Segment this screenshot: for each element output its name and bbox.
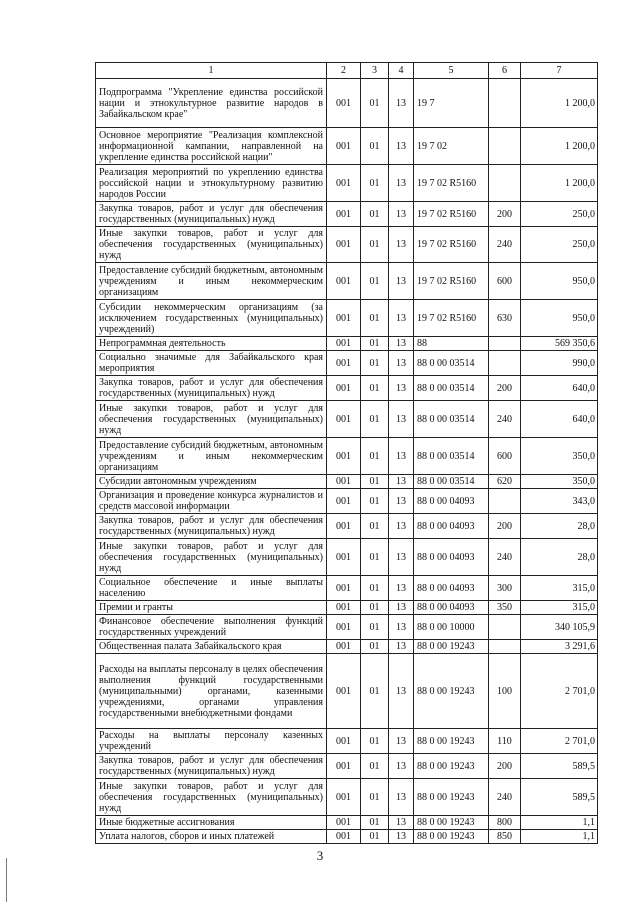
table-row xyxy=(96,654,598,729)
row-expense-type: 850 xyxy=(489,830,521,844)
row-subsection: 13 xyxy=(389,816,414,830)
row-name: Социальное обеспечение и иные выплаты населению xyxy=(96,576,327,601)
row-section: 01 xyxy=(361,202,389,227)
row-target-article: 88 0 00 04093 xyxy=(414,539,489,576)
row-ministry-code: 001 xyxy=(327,376,361,401)
row-section: 01 xyxy=(361,128,389,165)
row-section: 01 xyxy=(361,514,389,539)
table-row xyxy=(96,376,598,401)
budget-table-body xyxy=(96,63,598,844)
row-section: 01 xyxy=(361,539,389,576)
row-name: Закупка товаров, работ и услуг для обеспечения государственных (муниципальных) нужд xyxy=(96,754,327,779)
row-amount: 640,0 xyxy=(521,376,598,401)
header-cell-4: 4 xyxy=(389,63,414,79)
row-section: 01 xyxy=(361,640,389,654)
row-ministry-code: 001 xyxy=(327,351,361,376)
row-name: Закупка товаров, работ и услуг для обеспечения государственных (муниципальных) нужд xyxy=(96,202,327,227)
table-row xyxy=(96,401,598,438)
row-expense-type: 240 xyxy=(489,779,521,816)
row-expense-type: 600 xyxy=(489,438,521,475)
row-name: Расходы на выплаты персоналу казенных учреждений xyxy=(96,729,327,754)
table-row xyxy=(96,729,598,754)
header-row xyxy=(96,63,598,79)
row-target-article: 88 0 00 03514 xyxy=(414,401,489,438)
row-ministry-code: 001 xyxy=(327,401,361,438)
row-subsection: 13 xyxy=(389,539,414,576)
table-row xyxy=(96,165,598,202)
row-section: 01 xyxy=(361,351,389,376)
row-section: 01 xyxy=(361,754,389,779)
row-amount: 1,1 xyxy=(521,816,598,830)
row-amount: 589,5 xyxy=(521,754,598,779)
row-expense-type: 200 xyxy=(489,376,521,401)
table-row xyxy=(96,779,598,816)
row-target-article: 88 0 00 04093 xyxy=(414,576,489,601)
header-cell-7: 7 xyxy=(521,63,598,79)
row-expense-type: 630 xyxy=(489,300,521,337)
table-row xyxy=(96,539,598,576)
row-section: 01 xyxy=(361,830,389,844)
row-amount: 1 200,0 xyxy=(521,165,598,202)
table-row xyxy=(96,79,598,128)
row-subsection: 13 xyxy=(389,227,414,263)
row-expense-type xyxy=(489,351,521,376)
row-name: Непрограммная деятельность xyxy=(96,337,327,351)
table-row xyxy=(96,337,598,351)
row-expense-type xyxy=(489,489,521,514)
row-section: 01 xyxy=(361,165,389,202)
row-ministry-code: 001 xyxy=(327,79,361,128)
row-ministry-code: 001 xyxy=(327,729,361,754)
row-target-article: 19 7 02 R5160 xyxy=(414,165,489,202)
row-ministry-code: 001 xyxy=(327,576,361,601)
row-expense-type xyxy=(489,79,521,128)
row-subsection: 13 xyxy=(389,263,414,300)
row-amount: 950,0 xyxy=(521,300,598,337)
row-name: Закупка товаров, работ и услуг для обеспечения государственных (муниципальных) нужд xyxy=(96,376,327,401)
row-target-article: 88 0 00 03514 xyxy=(414,475,489,489)
row-name: Иные закупки товаров, работ и услуг для обеспечения государственных (муниципальных) нужд xyxy=(96,539,327,576)
row-ministry-code: 001 xyxy=(327,300,361,337)
row-ministry-code: 001 xyxy=(327,489,361,514)
row-amount: 250,0 xyxy=(521,202,598,227)
row-expense-type: 240 xyxy=(489,539,521,576)
table-row xyxy=(96,438,598,475)
row-name: Субсидии некоммерческим организациям (за исключением государственных (муниципальных) учреждений) xyxy=(96,300,327,337)
row-name: Иные бюджетные ассигнования xyxy=(96,816,327,830)
row-subsection: 13 xyxy=(389,514,414,539)
row-subsection: 13 xyxy=(389,615,414,640)
row-target-article: 88 0 00 04093 xyxy=(414,489,489,514)
row-expense-type: 300 xyxy=(489,576,521,601)
row-subsection: 13 xyxy=(389,165,414,202)
row-name: Расходы на выплаты персоналу в целях обеспечения выполнения функций государственными (муниципальными) органами, казенными учреждениями, органами управления государственными внебюджетными фондами xyxy=(96,654,327,729)
row-subsection: 13 xyxy=(389,601,414,615)
row-target-article: 88 0 00 19243 xyxy=(414,779,489,816)
header-cell-2: 2 xyxy=(327,63,361,79)
row-subsection: 13 xyxy=(389,779,414,816)
row-expense-type: 110 xyxy=(489,729,521,754)
row-target-article: 88 0 00 19243 xyxy=(414,654,489,729)
row-subsection: 13 xyxy=(389,576,414,601)
row-name: Социально значимые для Забайкальского края мероприятия xyxy=(96,351,327,376)
row-name: Финансовое обеспечение выполнения функций государственных учреждений xyxy=(96,615,327,640)
row-ministry-code: 001 xyxy=(327,601,361,615)
row-amount: 350,0 xyxy=(521,438,598,475)
row-section: 01 xyxy=(361,615,389,640)
row-subsection: 13 xyxy=(389,337,414,351)
row-name: Основное мероприятие "Реализация комплексной информационной кампании, направленной на укрепление единства российской нации" xyxy=(96,128,327,165)
row-section: 01 xyxy=(361,438,389,475)
row-target-article: 88 0 00 04093 xyxy=(414,601,489,615)
row-subsection: 13 xyxy=(389,640,414,654)
row-section: 01 xyxy=(361,475,389,489)
row-amount: 343,0 xyxy=(521,489,598,514)
table-row xyxy=(96,576,598,601)
row-subsection: 13 xyxy=(389,438,414,475)
row-subsection: 13 xyxy=(389,475,414,489)
row-ministry-code: 001 xyxy=(327,754,361,779)
row-section: 01 xyxy=(361,337,389,351)
row-subsection: 13 xyxy=(389,654,414,729)
row-expense-type: 350 xyxy=(489,601,521,615)
row-name: Реализация мероприятий по укреплению единства российской нации и этнокультурному развитию народов России xyxy=(96,165,327,202)
row-name: Закупка товаров, работ и услуг для обеспечения государственных (муниципальных) нужд xyxy=(96,514,327,539)
row-section: 01 xyxy=(361,79,389,128)
row-expense-type: 600 xyxy=(489,263,521,300)
table-row xyxy=(96,227,598,263)
row-subsection: 13 xyxy=(389,754,414,779)
row-subsection: 13 xyxy=(389,202,414,227)
row-subsection: 13 xyxy=(389,489,414,514)
row-amount: 315,0 xyxy=(521,576,598,601)
scan-artifact-line xyxy=(6,858,7,902)
row-expense-type xyxy=(489,128,521,165)
row-subsection: 13 xyxy=(389,79,414,128)
row-target-article: 19 7 02 xyxy=(414,128,489,165)
row-name: Иные закупки товаров, работ и услуг для обеспечения государственных (муниципальных) нужд xyxy=(96,401,327,438)
row-target-article: 88 0 00 04093 xyxy=(414,514,489,539)
row-subsection: 13 xyxy=(389,729,414,754)
table-row xyxy=(96,489,598,514)
row-amount: 990,0 xyxy=(521,351,598,376)
row-subsection: 13 xyxy=(389,376,414,401)
row-amount: 28,0 xyxy=(521,539,598,576)
row-ministry-code: 001 xyxy=(327,165,361,202)
row-name: Иные закупки товаров, работ и услуг для обеспечения государственных (муниципальных) нужд xyxy=(96,779,327,816)
row-target-article: 19 7 02 R5160 xyxy=(414,300,489,337)
row-name: Организация и проведение конкурса журналистов и средств массовой информации xyxy=(96,489,327,514)
row-amount: 350,0 xyxy=(521,475,598,489)
row-ministry-code: 001 xyxy=(327,202,361,227)
row-ministry-code: 001 xyxy=(327,128,361,165)
row-amount: 2 701,0 xyxy=(521,729,598,754)
row-ministry-code: 001 xyxy=(327,438,361,475)
row-subsection: 13 xyxy=(389,351,414,376)
row-amount: 1 200,0 xyxy=(521,79,598,128)
row-ministry-code: 001 xyxy=(327,654,361,729)
row-target-article: 19 7 02 R5160 xyxy=(414,202,489,227)
row-amount: 340 105,9 xyxy=(521,615,598,640)
row-name: Подпрограмма "Укрепление единства российской нации и этнокультурное развитие народов в Забайкальском крае" xyxy=(96,79,327,128)
row-target-article: 19 7 02 R5160 xyxy=(414,227,489,263)
row-amount: 1 200,0 xyxy=(521,128,598,165)
row-section: 01 xyxy=(361,401,389,438)
row-ministry-code: 001 xyxy=(327,263,361,300)
table-row xyxy=(96,640,598,654)
row-amount: 589,5 xyxy=(521,779,598,816)
row-amount: 28,0 xyxy=(521,514,598,539)
row-section: 01 xyxy=(361,489,389,514)
row-expense-type: 200 xyxy=(489,514,521,539)
row-expense-type: 200 xyxy=(489,202,521,227)
row-section: 01 xyxy=(361,654,389,729)
row-section: 01 xyxy=(361,376,389,401)
table-row xyxy=(96,128,598,165)
row-target-article: 88 0 00 10000 xyxy=(414,615,489,640)
table-row xyxy=(96,300,598,337)
row-expense-type: 620 xyxy=(489,475,521,489)
row-amount: 3 291,6 xyxy=(521,640,598,654)
row-amount: 315,0 xyxy=(521,601,598,615)
table-row xyxy=(96,816,598,830)
row-amount: 640,0 xyxy=(521,401,598,438)
row-section: 01 xyxy=(361,816,389,830)
row-name: Премии и гранты xyxy=(96,601,327,615)
row-section: 01 xyxy=(361,227,389,263)
row-section: 01 xyxy=(361,729,389,754)
row-expense-type: 200 xyxy=(489,754,521,779)
row-section: 01 xyxy=(361,263,389,300)
row-name: Предоставление субсидий бюджетным, автономным учреждениям и иным некоммерческим организациям xyxy=(96,438,327,475)
row-target-article: 88 0 00 19243 xyxy=(414,640,489,654)
header-cell-5: 5 xyxy=(414,63,489,79)
header-cell-1: 1 xyxy=(96,63,327,79)
row-ministry-code: 001 xyxy=(327,227,361,263)
row-amount: 569 350,6 xyxy=(521,337,598,351)
row-target-article: 88 0 00 19243 xyxy=(414,830,489,844)
table-row xyxy=(96,351,598,376)
row-amount: 2 701,0 xyxy=(521,654,598,729)
row-ministry-code: 001 xyxy=(327,615,361,640)
header-cell-3: 3 xyxy=(361,63,389,79)
table-row xyxy=(96,601,598,615)
table-row xyxy=(96,475,598,489)
row-expense-type xyxy=(489,615,521,640)
row-subsection: 13 xyxy=(389,830,414,844)
row-ministry-code: 001 xyxy=(327,539,361,576)
row-subsection: 13 xyxy=(389,300,414,337)
row-ministry-code: 001 xyxy=(327,337,361,351)
row-name: Иные закупки товаров, работ и услуг для обеспечения государственных (муниципальных) нужд xyxy=(96,227,327,263)
table-row xyxy=(96,830,598,844)
row-subsection: 13 xyxy=(389,401,414,438)
row-ministry-code: 001 xyxy=(327,514,361,539)
row-expense-type: 240 xyxy=(489,401,521,438)
row-target-article: 88 0 00 19243 xyxy=(414,754,489,779)
table-row xyxy=(96,754,598,779)
row-target-article: 88 xyxy=(414,337,489,351)
budget-table xyxy=(95,62,598,844)
row-section: 01 xyxy=(361,300,389,337)
row-name: Предоставление субсидий бюджетным, автономным учреждениям и иным некоммерческим организациям xyxy=(96,263,327,300)
row-name: Субсидии автономным учреждениям xyxy=(96,475,327,489)
row-name: Уплата налогов, сборов и иных платежей xyxy=(96,830,327,844)
row-expense-type xyxy=(489,165,521,202)
table-row xyxy=(96,615,598,640)
row-expense-type xyxy=(489,640,521,654)
row-ministry-code: 001 xyxy=(327,779,361,816)
header-cell-6: 6 xyxy=(489,63,521,79)
row-target-article: 88 0 00 03514 xyxy=(414,351,489,376)
page-number: 3 xyxy=(316,848,324,863)
row-ministry-code: 001 xyxy=(327,830,361,844)
row-ministry-code: 001 xyxy=(327,640,361,654)
row-target-article: 88 0 00 19243 xyxy=(414,729,489,754)
row-amount: 250,0 xyxy=(521,227,598,263)
row-target-article: 88 0 00 03514 xyxy=(414,376,489,401)
table-row xyxy=(96,263,598,300)
table-row xyxy=(96,202,598,227)
row-amount: 1,1 xyxy=(521,830,598,844)
row-section: 01 xyxy=(361,601,389,615)
row-target-article: 19 7 02 R5160 xyxy=(414,263,489,300)
row-amount: 950,0 xyxy=(521,263,598,300)
row-name: Общественная палата Забайкальского края xyxy=(96,640,327,654)
row-section: 01 xyxy=(361,779,389,816)
row-expense-type xyxy=(489,337,521,351)
row-expense-type: 100 xyxy=(489,654,521,729)
row-target-article: 88 0 00 03514 xyxy=(414,438,489,475)
row-subsection: 13 xyxy=(389,128,414,165)
table-row xyxy=(96,514,598,539)
row-expense-type: 240 xyxy=(489,227,521,263)
row-section: 01 xyxy=(361,576,389,601)
row-expense-type: 800 xyxy=(489,816,521,830)
row-ministry-code: 001 xyxy=(327,816,361,830)
row-target-article: 88 0 00 19243 xyxy=(414,816,489,830)
row-ministry-code: 001 xyxy=(327,475,361,489)
row-target-article: 19 7 xyxy=(414,79,489,128)
